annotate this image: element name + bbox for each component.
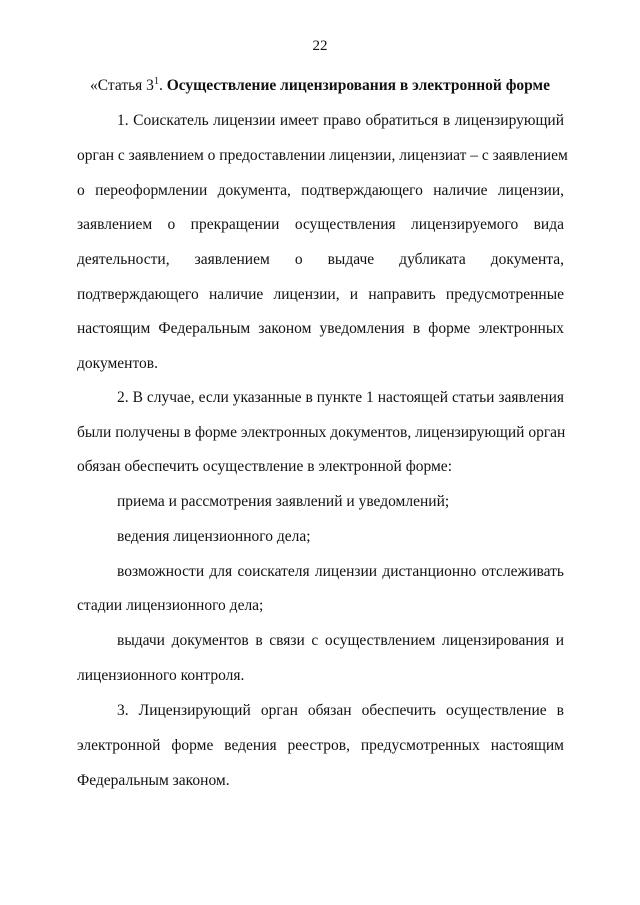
text-line: электронной форме ведения реестров, предусмотренных настоящим <box>77 737 564 754</box>
page-number: 22 <box>312 38 328 54</box>
text-line: орган с заявлением о предоставлении лицензии, лицензиат – с заявлением <box>77 147 568 164</box>
article-superscript: 1 <box>153 76 159 87</box>
article-heading <box>0 75 640 97</box>
article-title: Осуществление лицензирования в электронной форме <box>166 77 550 94</box>
text-line: Федеральным законом. <box>77 772 230 789</box>
text-line: были получены в форме электронных документов, лицензирующий орган <box>77 424 566 441</box>
text-line: о переоформлении документа, подтверждающего наличие лицензии, <box>77 182 564 199</box>
text-line: 1. Соискатель лицензии имеет право обратиться в лицензирующий <box>117 112 564 129</box>
article-separator: . <box>158 77 167 94</box>
list-item: ведения лицензионного дела; <box>117 528 311 545</box>
list-item-continuation: стадии лицензионного дела; <box>77 597 264 614</box>
list-item: приема и рассмотрения заявлений и уведомлений; <box>117 493 450 510</box>
list-item-continuation: лицензионного контроля. <box>77 667 245 684</box>
text-line: заявлением о прекращении осуществления лицензируемого вида <box>77 216 564 233</box>
text-line: документов. <box>77 355 158 372</box>
article-prefix: «Статья 3 <box>90 77 154 94</box>
list-item: выдачи документов в связи с осуществлением лицензирования и <box>117 632 564 649</box>
list-item: возможности для соискателя лицензии дистанционно отслеживать <box>117 563 564 580</box>
text-line: 3. Лицензирующий орган обязан обеспечить осуществление в <box>117 702 564 719</box>
text-line: обязан обеспечить осуществление в электронной форме: <box>77 458 452 475</box>
text-line: подтверждающего наличие лицензии, и направить предусмотренные <box>77 286 564 303</box>
text-line: 2. В случае, если указанные в пункте 1 настоящей статьи заявления <box>117 389 564 406</box>
text-line: настоящим Федеральным законом уведомления в форме электронных <box>77 320 564 337</box>
text-line: деятельности, заявлением о выдаче дубликата документа, <box>77 251 564 268</box>
